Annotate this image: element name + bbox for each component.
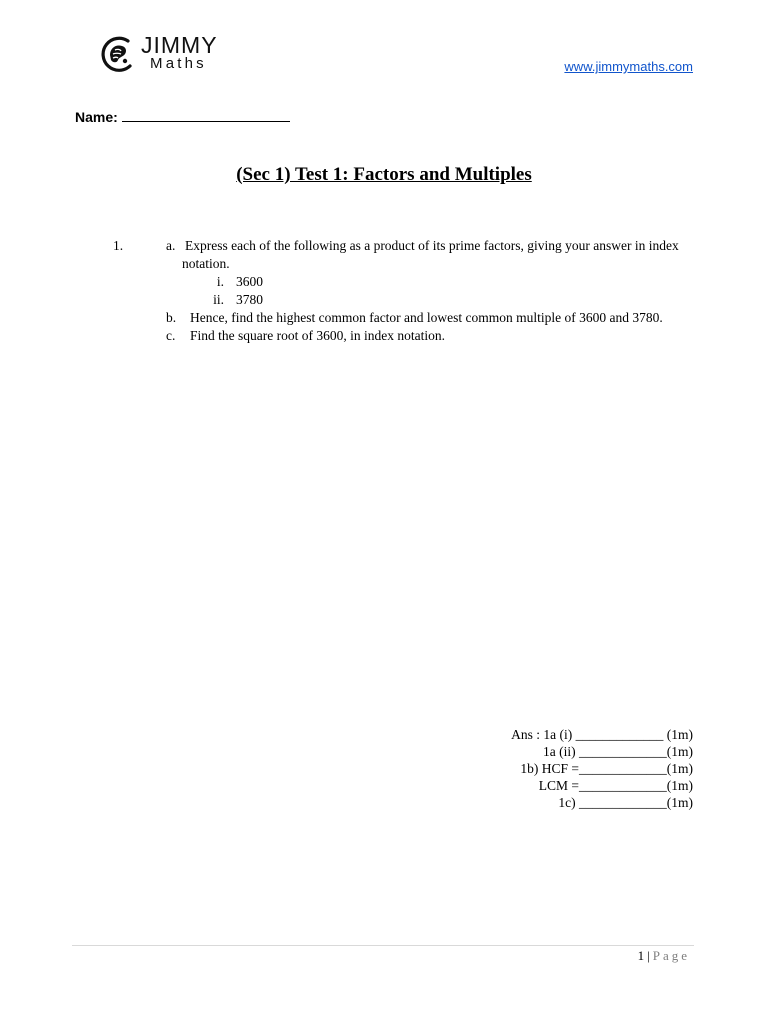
question-part-b [166, 309, 696, 327]
part-text: Express each of the following as a product of its prime factors, giving your answer in index notation. [182, 238, 679, 271]
subpart-text: 3600 [236, 274, 263, 289]
logo [98, 33, 238, 77]
part-label: a. [166, 238, 176, 253]
question-part-a [166, 237, 696, 273]
answer-line[interactable]: 1b) HCF =_____________(1m) [520, 761, 693, 776]
subpart-text: 3780 [236, 292, 263, 307]
page-label: Page [652, 948, 690, 963]
part-text: Hence, find the highest common factor and lowest common multiple of 3600 and 3780. [190, 310, 663, 325]
answer-line[interactable]: 1a (ii) _____________(1m) [543, 744, 693, 759]
name-field [75, 108, 290, 126]
name-blank-line[interactable] [122, 108, 290, 122]
question-subpart-i [166, 273, 696, 291]
logo-mark-icon [98, 35, 136, 73]
question-subpart-ii [166, 291, 696, 309]
footer-divider [72, 945, 694, 946]
answer-line[interactable]: Ans : 1a (i) _____________ (1m) [511, 727, 693, 742]
part-label: b. [166, 310, 177, 325]
logo-name: JIMMY [141, 32, 218, 58]
logo-subtitle: Maths [150, 55, 207, 72]
question-number: 1. [113, 238, 124, 253]
question-part-c [166, 327, 696, 345]
part-label: c. [166, 328, 176, 343]
website-link[interactable]: www.jimmymaths.com [564, 59, 693, 74]
answer-block [511, 726, 693, 811]
answer-line[interactable]: 1c) _____________(1m) [558, 795, 693, 810]
page-number: 1 [637, 948, 645, 963]
answer-line[interactable]: LCM =_____________(1m) [538, 778, 693, 793]
part-text: Find the square root of 3600, in index notation. [190, 328, 445, 343]
page-footer [638, 948, 690, 964]
subpart-label: ii. [213, 292, 224, 307]
page-title: (Sec 1) Test 1: Factors and Multiples [236, 164, 532, 185]
question-body [166, 237, 696, 345]
subpart-label: i. [216, 274, 224, 289]
name-label: Name: [75, 109, 118, 125]
footer-separator: | [647, 948, 650, 963]
